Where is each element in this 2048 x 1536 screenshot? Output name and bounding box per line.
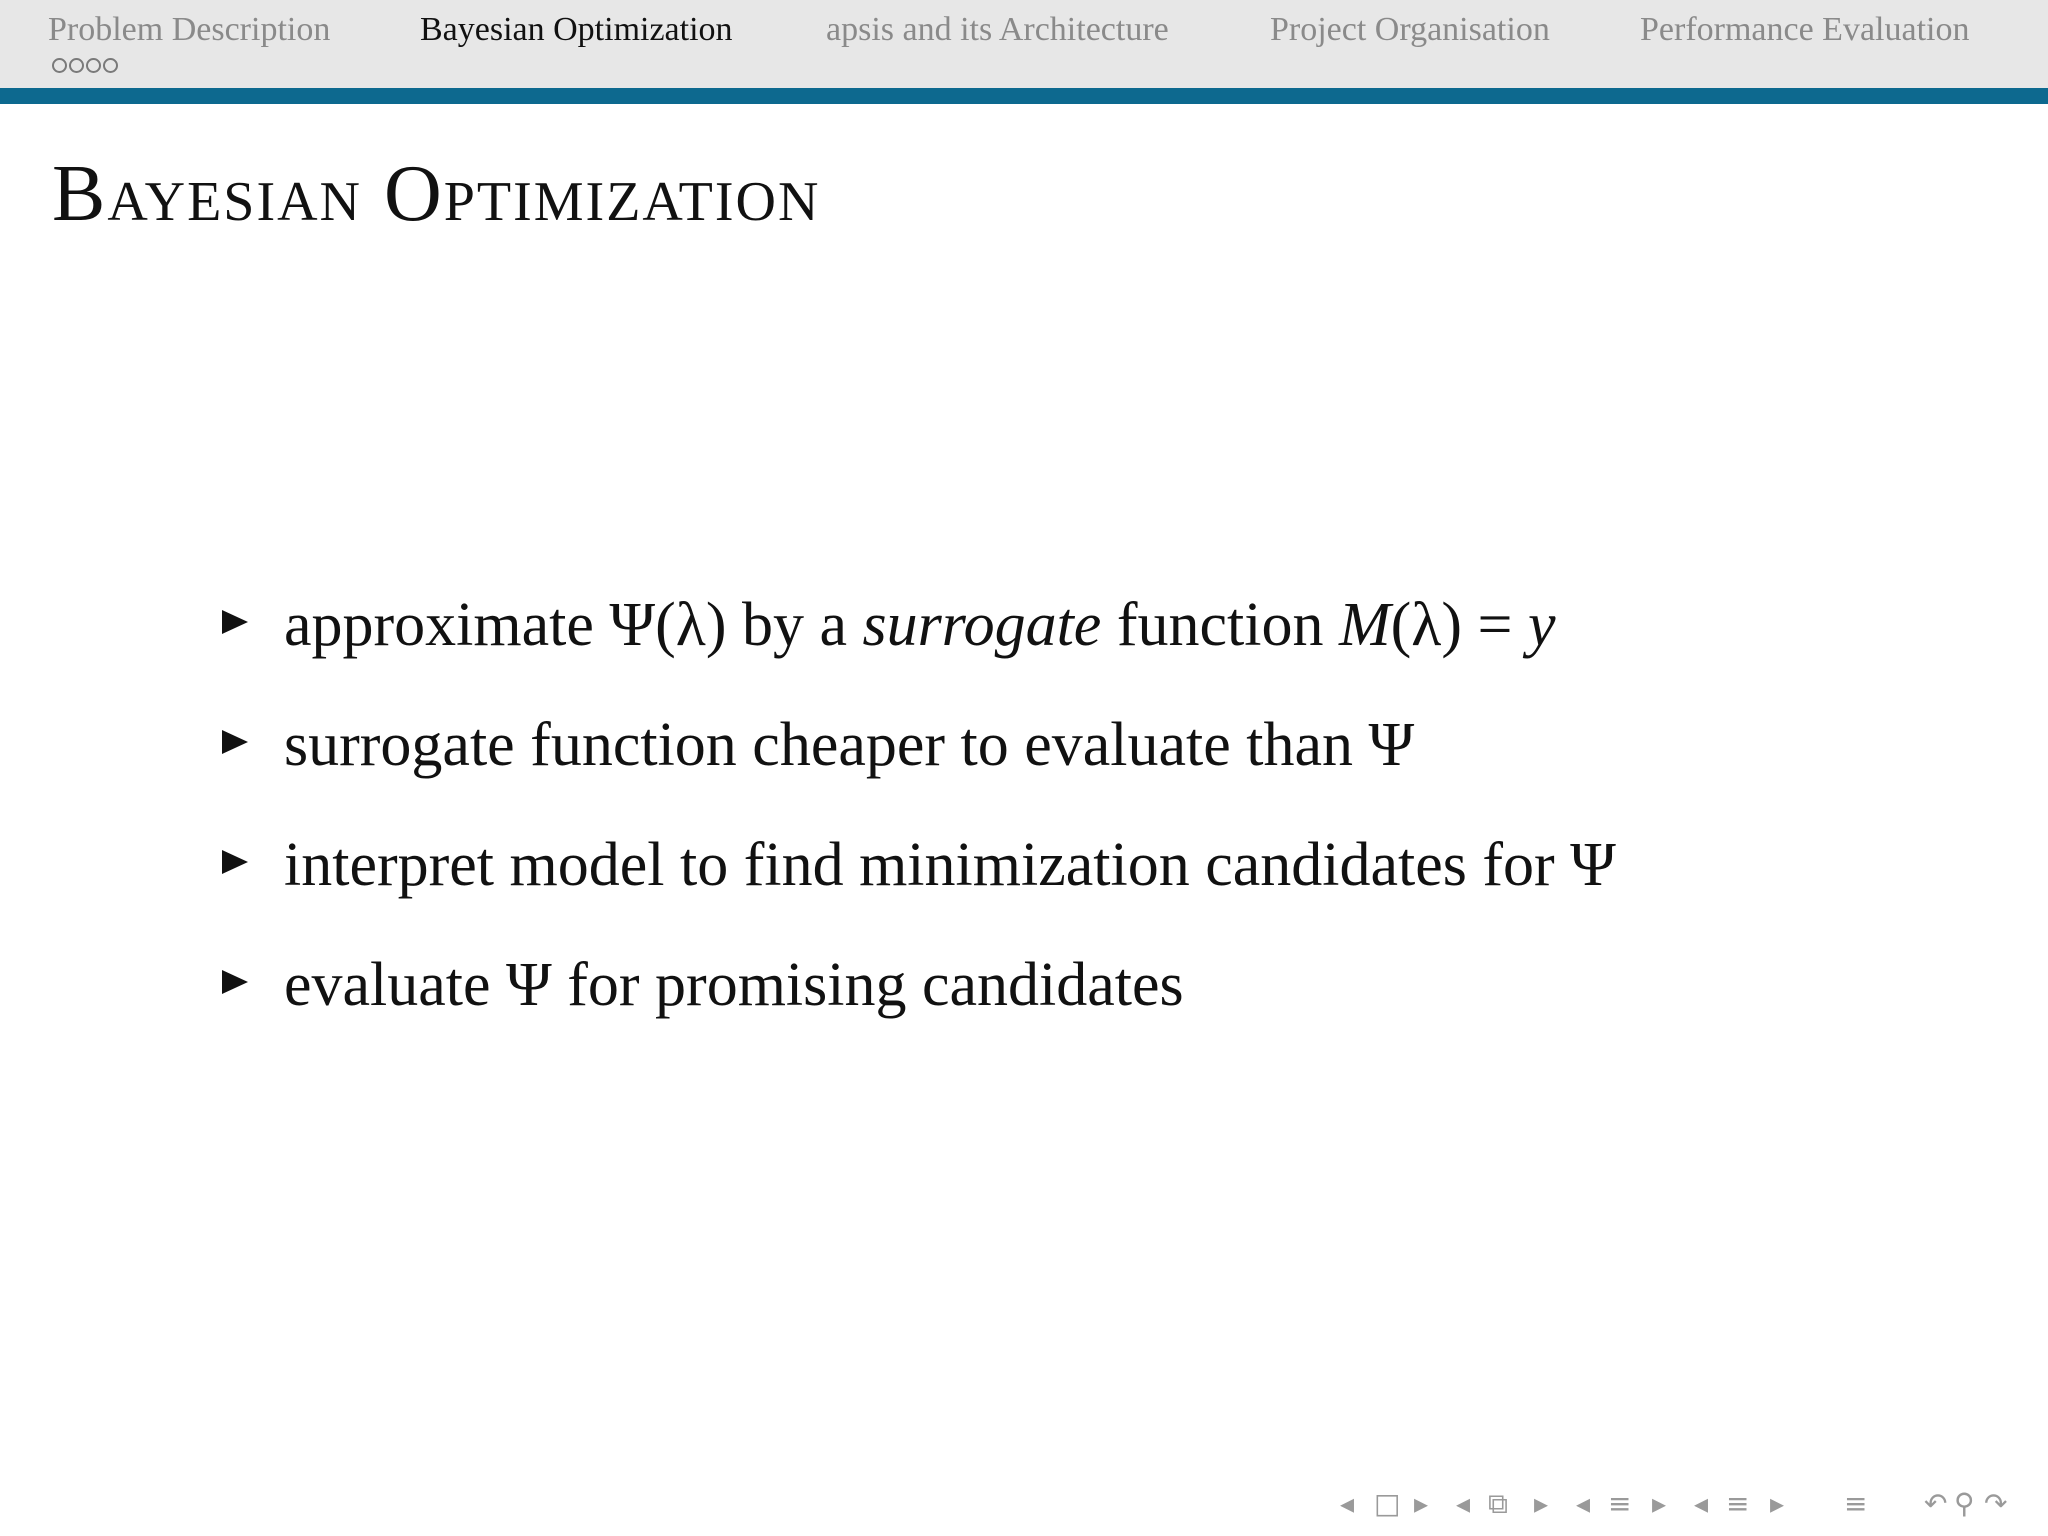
- nav-left-icon[interactable]: ◂: [1340, 1487, 1355, 1520]
- bullet-item: [0, 700, 2048, 790]
- section-icon[interactable]: ≡: [1608, 1487, 1632, 1520]
- bullet-text-segment: evaluate Ψ for promising candidates: [284, 951, 1184, 1019]
- bullet-item: [0, 940, 2048, 1030]
- nav-left-icon[interactable]: ◂: [1694, 1487, 1709, 1520]
- bullet-text-segment: M: [1338, 591, 1391, 659]
- bullet-text-segment: approximate Ψ(λ) by a: [284, 591, 863, 659]
- nav-section-performance-evaluation[interactable]: Performance Evaluation: [1640, 11, 1970, 48]
- triangle-bullet-icon: [222, 610, 248, 634]
- bullet-text: [284, 940, 1184, 1030]
- bullet-text-segment: interpret model to find minimization candidates for Ψ: [284, 831, 1616, 899]
- nav-right-icon[interactable]: ▸: [1770, 1487, 1785, 1520]
- bullet-text: [284, 580, 1555, 670]
- nav-left-icon[interactable]: ◂: [1456, 1487, 1471, 1520]
- bullet-text-segment: (λ) =: [1390, 591, 1528, 659]
- subsection-icon[interactable]: ⧉: [1488, 1487, 1508, 1520]
- bullet-text: [284, 700, 1414, 790]
- nav-section-bayesian-optimization[interactable]: Bayesian Optimization: [420, 11, 733, 48]
- back-icon[interactable]: ↶: [1924, 1487, 1948, 1520]
- bullet-text-segment: y: [1527, 591, 1556, 659]
- nav-section-apsis-architecture[interactable]: apsis and its Architecture: [826, 11, 1169, 48]
- bullet-text-segment: surrogate function cheaper to evaluate than Ψ: [284, 711, 1415, 779]
- frame-title: Bayesian Optimization: [52, 150, 821, 238]
- triangle-bullet-icon: [222, 970, 248, 994]
- bullet-item: [0, 580, 2048, 670]
- bullet-item: [0, 820, 2048, 910]
- frame-icon[interactable]: □: [1374, 1487, 1401, 1520]
- nav-right-icon[interactable]: ▸: [1414, 1487, 1429, 1520]
- triangle-bullet-icon: [222, 730, 248, 754]
- triangle-bullet-icon: [222, 850, 248, 874]
- nav-section-project-organisation[interactable]: Project Organisation: [1270, 11, 1550, 48]
- bullet-text-segment: surrogate: [862, 591, 1102, 659]
- nav-section-problem-description[interactable]: Problem Description: [48, 11, 331, 48]
- bullet-text-segment: function: [1101, 591, 1339, 659]
- search-icon[interactable]: ⚲: [1954, 1487, 1975, 1520]
- presentation-icon[interactable]: ≡: [1726, 1487, 1750, 1520]
- bullet-text: [284, 820, 1616, 910]
- beamer-navigation-symbols: [1330, 1484, 2030, 1524]
- nav-left-icon[interactable]: ◂: [1576, 1487, 1591, 1520]
- appendix-icon[interactable]: ≡: [1844, 1487, 1868, 1520]
- nav-right-icon[interactable]: ▸: [1652, 1487, 1667, 1520]
- nav-right-icon[interactable]: ▸: [1534, 1487, 1549, 1520]
- forward-icon[interactable]: ↷: [1984, 1487, 2008, 1520]
